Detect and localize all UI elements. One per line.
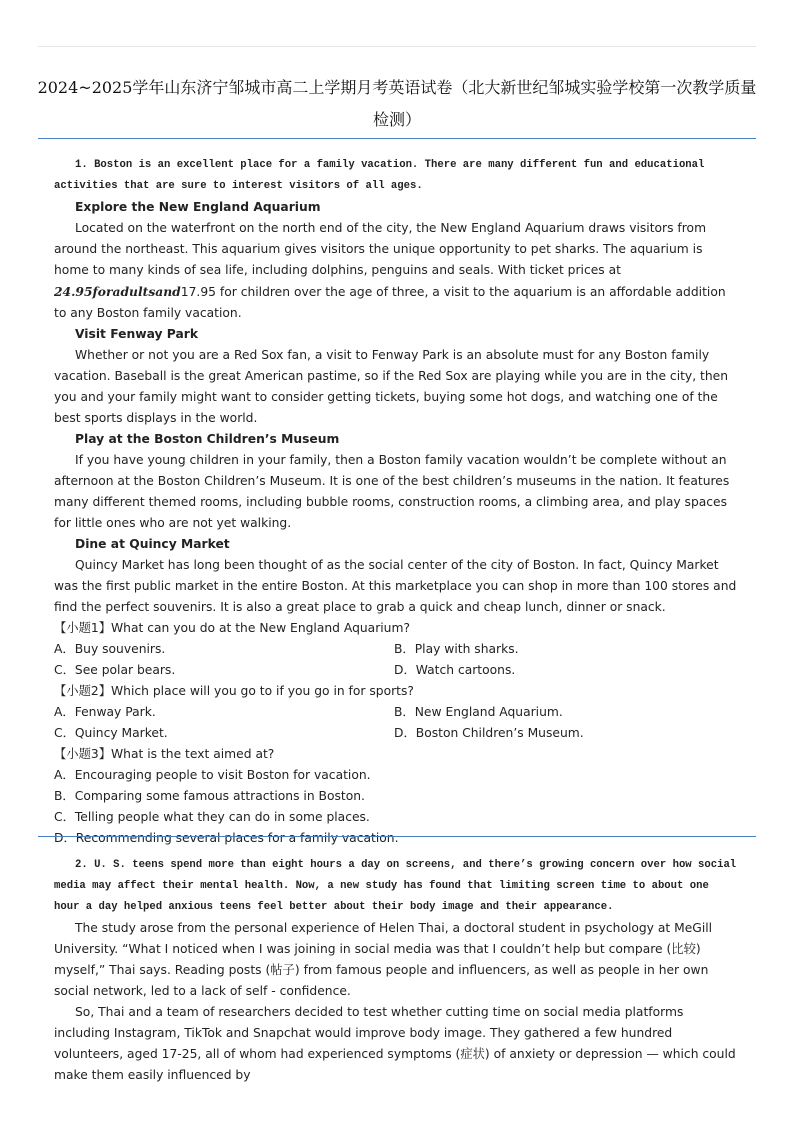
top-divider: [38, 46, 756, 47]
option-b: B．Comparing some famous attractions in Boston.: [54, 789, 365, 803]
question-2: 【小题2】Which place will you go to if you go in for sports?: [54, 684, 414, 698]
option-c: C．See polar bears.: [54, 663, 176, 677]
paragraph: [54, 218, 740, 324]
section-heading: Explore the New England Aquarium: [75, 200, 321, 214]
paragraph: Quincy Market has long been thought of as the social center of the city of Boston. In fact, Quincy Market was the first public market in the entire Boston. At this marketplace you can shop in more than 100 stores and find the perfect souvenirs. It is also a great place to grab a quick and cheap lunch, dinner or snack.: [54, 558, 737, 614]
question-1: 【小题1】What can you do at the New England Aquarium?: [54, 621, 410, 635]
passage-2: [54, 855, 740, 1086]
option-d: D．Boston Children’s Museum.: [394, 726, 584, 740]
section-divider: [38, 836, 756, 837]
paragraph: The study arose from the personal experience of Helen Thai, a doctoral student in psychology at MeGill University. “What I noticed when I was joining in social media was that I couldn’t help but compare (比较) myself,” Thai says. Reading posts (帖子) from famous people and influencers, as well as people in her own social network, led to a lack of self - confidence.: [54, 921, 713, 998]
paragraph: Whether or not you are a Red Sox fan, a visit to Fenway Park is an absolute must for any Boston family vacation. Baseball is the great American pastime, so if the Red Sox are playing while you are in the city, then you and your family might want to consider getting tickets, buying some hot dogs, and watching one of the best sports displays in the world.: [54, 348, 729, 425]
passage-intro: 2. U. S. teens spend more than eight hours a day on screens, and there’s growing concern over how social media may affect their mental health. Now, a new study has found that limiting screen time to about one hour a day helped anxious teens feel better about their body image and their appearance.: [54, 859, 737, 913]
option-c: C．Telling people what they can do in some places.: [54, 810, 370, 824]
question-1-options: [54, 660, 740, 681]
garbled-price-text: 24.95foradultsand: [54, 284, 181, 299]
option-d: D．Watch cartoons.: [394, 663, 516, 677]
question-2-options: [54, 702, 740, 723]
passage-1: [54, 155, 740, 849]
section-heading: Play at the Boston Children’s Museum: [75, 432, 340, 446]
section-divider: [38, 138, 756, 139]
question-3: 【小题3】What is the text aimed at?: [54, 747, 275, 761]
option-b: B．New England Aquarium.: [394, 705, 563, 719]
page-title: 2024~2025学年山东济宁邹城市高二上学期月考英语试卷（北大新世纪邹城实验学校第一次教学质量检测）: [37, 78, 757, 129]
option-a: A．Encouraging people to visit Boston for vacation.: [54, 768, 371, 782]
paragraph-text: 17.95 for children over the age of three, a visit to the aquarium is an affordable addition to any Boston family vacation.: [54, 285, 726, 320]
question-2-options: [54, 723, 740, 744]
section-heading: Visit Fenway Park: [75, 327, 199, 341]
option-a: A．Buy souvenirs.: [54, 642, 166, 656]
option-d: D．Recommending several places for a family vacation.: [54, 831, 399, 845]
section-heading: Dine at Quincy Market: [75, 537, 230, 551]
passage-intro: 1. Boston is an excellent place for a family vacation. There are many different fun and educational activities that are sure to interest visitors of all ages.: [54, 159, 705, 192]
option-c: C．Quincy Market.: [54, 726, 168, 740]
question-1-options: [54, 639, 740, 660]
option-b: B．Play with sharks.: [394, 642, 519, 656]
paragraph-text: Located on the waterfront on the north end of the city, the New England Aquarium draws visitors from around the northeast. This aquarium gives visitors the unique opportunity to pet sharks. The aquarium is home to many kinds of sea life, including dolphins, penguins and seals. With ticket prices at: [54, 221, 707, 277]
paragraph: If you have young children in your family, then a Boston family vacation wouldn’t be complete without an afternoon at the Boston Children’s Museum. It is one of the best children’s museums in the nation. It features many different themed rooms, including bubble rooms, construction rooms, a climbing area, and play spaces for little ones who are not yet walking.: [54, 453, 730, 530]
option-a: A．Fenway Park.: [54, 705, 156, 719]
paragraph: So, Thai and a team of researchers decided to test whether cutting time on social media platforms including Instagram, TikTok and Snapchat would improve body image. They gathered a few hundred volunteers, aged 17-25, all of whom had experienced symptoms (症状) of anxiety or depression — which could make them easily influenced by: [54, 1005, 736, 1082]
